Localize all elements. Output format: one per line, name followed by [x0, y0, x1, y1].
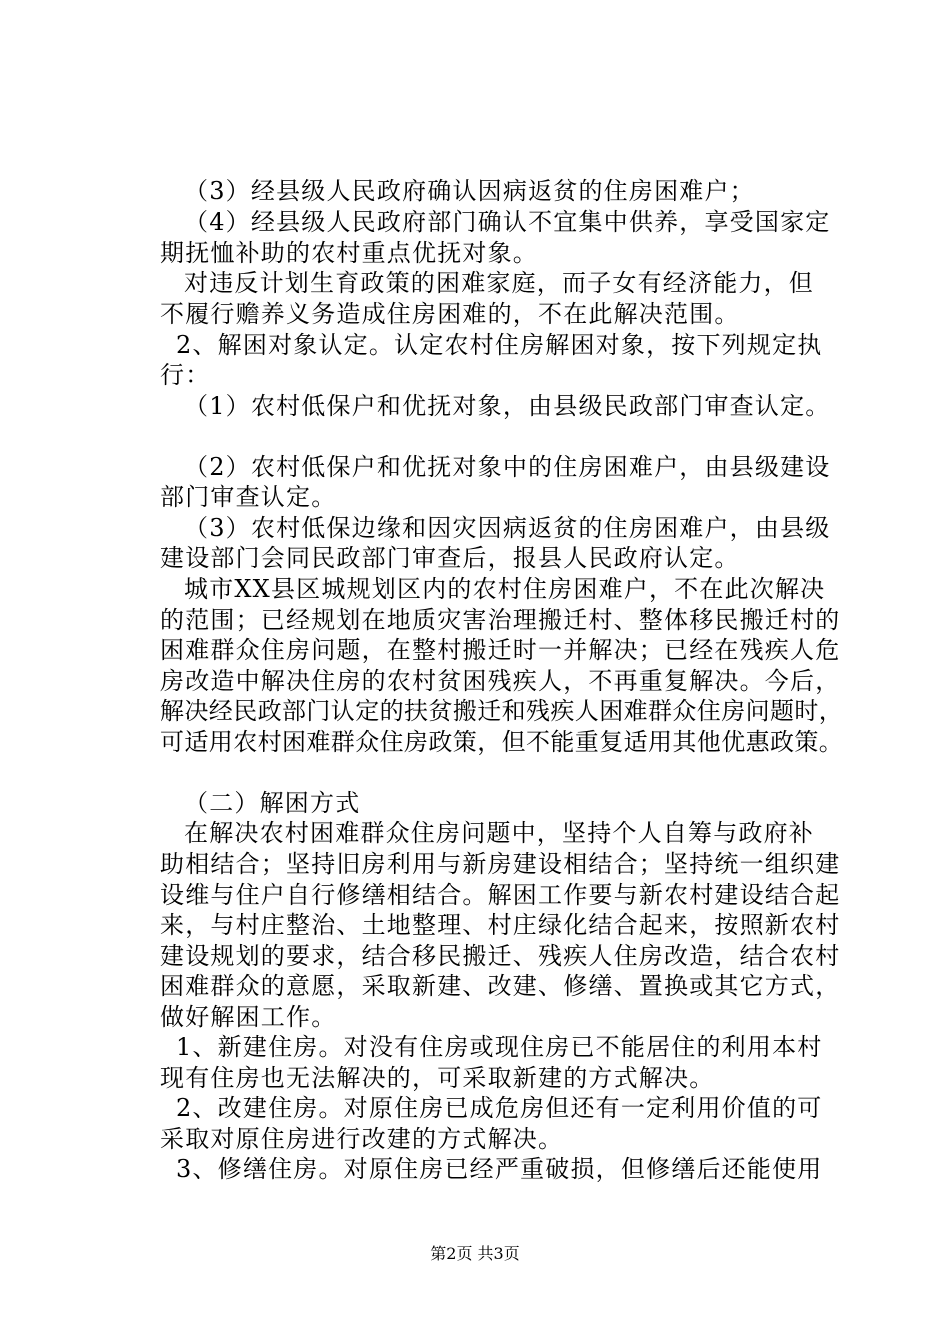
text-line: 房改造中解决住房的农村贫困残疾人，不再重复解决。今后，	[160, 667, 841, 695]
text-line: 设维与住户自行修缮相结合。解困工作要与新农村建设结合起	[160, 881, 841, 909]
text-line: 对违反计划生育政策的困难家庭，而子女有经济能力，但	[184, 269, 814, 297]
text-line: 2、解困对象认定。认定农村住房解困对象，按下列规定执	[176, 331, 823, 359]
text-line: 采取对原住房进行改建的方式解决。	[160, 1125, 564, 1153]
text-line: 助相结合；坚持旧房利用与新房建设相结合；坚持统一组织建	[160, 850, 841, 878]
text-line: 2、改建住房。对原住房已成危房但还有一定利用价值的可	[176, 1094, 823, 1122]
text-line: 行：	[160, 361, 211, 389]
text-line: （1）农村低保户和优抚对象，由县级民政部门审查认定。	[184, 392, 831, 420]
text-line: （2）农村低保户和优抚对象中的住房困难户，由县级建设	[184, 453, 831, 481]
text-line: 期抚恤补助的农村重点优抚对象。	[160, 239, 538, 267]
text-line: 部门审查认定。	[160, 483, 337, 511]
text-line: 解决经民政部门认定的扶贫搬迁和残疾人困难群众住房问题时，	[160, 697, 844, 725]
text-line: 在解决农村困难群众住房问题中，坚持个人自筹与政府补	[184, 819, 814, 847]
text-line: 城市XX县区城规划区内的农村住房困难户，不在此次解决	[184, 575, 826, 603]
section-heading: （二）解困方式	[184, 789, 361, 817]
text-line: 1、新建住房。对没有住房或现住房已不能居住的利用本村	[176, 1033, 823, 1061]
text-line: 可适用农村困难群众住房政策，但不能重复适用其他优惠政策。	[160, 728, 844, 756]
text-line: 困难群众的意愿，采取新建、改建、修缮、置换或其它方式，	[160, 972, 841, 1000]
text-line: （3）农村低保边缘和因灾因病返贫的住房困难户，由县级	[184, 514, 831, 542]
text-line: 不履行赡养义务造成住房困难的，不在此解决范围。	[160, 300, 740, 328]
text-line: 3、修缮住房。对原住房已经严重破损，但修缮后还能使用	[176, 1155, 823, 1183]
text-line: 现有住房也无法解决的，可采取新建的方式解决。	[160, 1064, 715, 1092]
text-line: 建设部门会同民政部门审查后，报县人民政府认定。	[160, 544, 740, 572]
text-line: 做好解困工作。	[160, 1003, 337, 1031]
text-line: 困难群众住房问题，在整村搬迁时一并解决；已经在残疾人危	[160, 636, 841, 664]
page-footer: 第2页 共3页	[430, 1244, 520, 1263]
text-line: 来，与村庄整治、土地整理、村庄绿化结合起来，按照新农村	[160, 911, 841, 939]
text-line: （4）经县级人民政府部门确认不宜集中供养，享受国家定	[184, 208, 831, 236]
text-line: 的范围；已经规划在地质灾害治理搬迁村、整体移民搬迁村的	[160, 606, 841, 634]
text-line: 建设规划的要求，结合移民搬迁、残疾人住房改造，结合农村	[160, 942, 841, 970]
text-line: （3）经县级人民政府确认因病返贫的住房困难户；	[184, 177, 755, 205]
